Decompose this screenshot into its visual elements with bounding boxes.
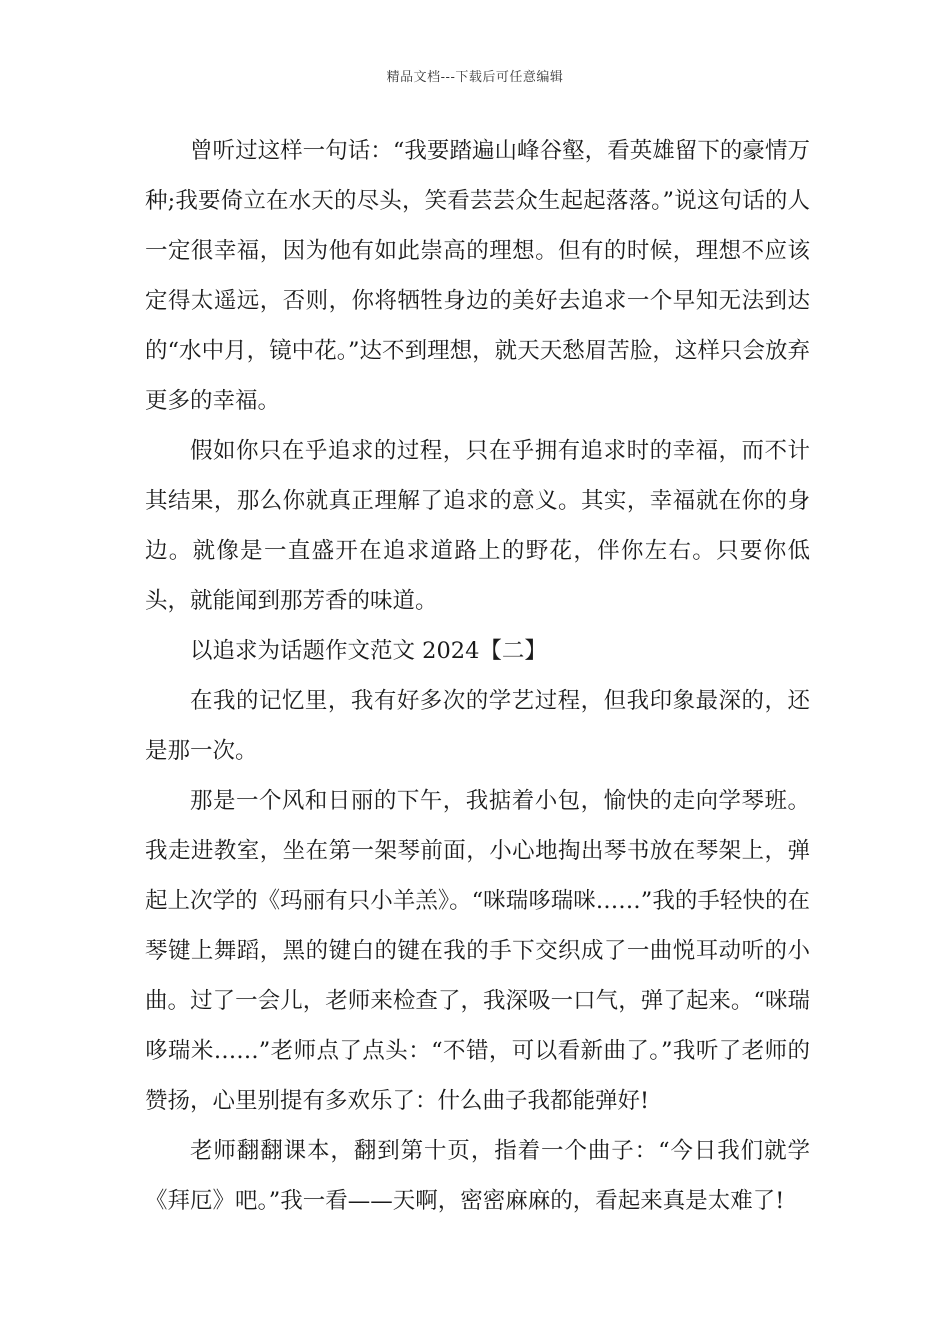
paragraph-3: 在我的记忆里，我有好多次的学艺过程，但我印象最深的，还是那一次。 — [145, 688, 810, 764]
page-header: 精品文档---下载后可任意编辑 — [386, 70, 564, 85]
document-body — [145, 126, 810, 1226]
paragraph-2: 假如你只在乎追求的过程，只在乎拥有追求时的幸福，而不计其结果，那么你就真正理解了追求的意义。其实，幸福就在你的身边。就像是一直盛开在追求道路上的野花，伴你左右。只要你低头，就能闻到那芳香的味道。 — [145, 438, 810, 614]
paragraph-5: 老师翻翻课本，翻到第十页，指着一个曲子：“今日我们就学《拜厄》吧。”我一看——天啊，密密麻麻的，看起来真是太难了! — [145, 1138, 810, 1214]
paragraph-4: 那是一个风和日丽的下午，我掂着小包，愉快的走向学琴班。我走进教室，坐在第一架琴前面，小心地掏出琴书放在琴架上，弹起上次学的《玛丽有只小羊羔》。“咪瑞哆瑞咪……”我的手轻快的在琴键上舞蹈，黑的键白的键在我的手下交织成了一曲悦耳动听的小曲。过了一会儿，老师来检查了，我深吸一口气，弹了起来。“咪瑞哆瑞米……”老师点了点头：“不错，可以看新曲了。”我听了老师的赞扬，心里别提有多欢乐了：什么曲子我都能弹好! — [145, 788, 810, 1114]
paragraph-1: 曾听过这样一句话：“我要踏遍山峰谷壑，看英雄留下的豪情万种;我要倚立在水天的尽头，笑看芸芸众生起起落落。”说这句话的人一定很幸福，因为他有如此崇高的理想。但有的时候，理想不应该定得太遥远，否则，你将牺牲身边的美好去追求一个早知无法到达的“水中月，镜中花。”达不到理想，就天天愁眉苦脸，这样只会放弃更多的幸福。 — [145, 138, 810, 414]
section-heading: 以追求为话题作文范文 2024【二】 — [190, 638, 547, 664]
